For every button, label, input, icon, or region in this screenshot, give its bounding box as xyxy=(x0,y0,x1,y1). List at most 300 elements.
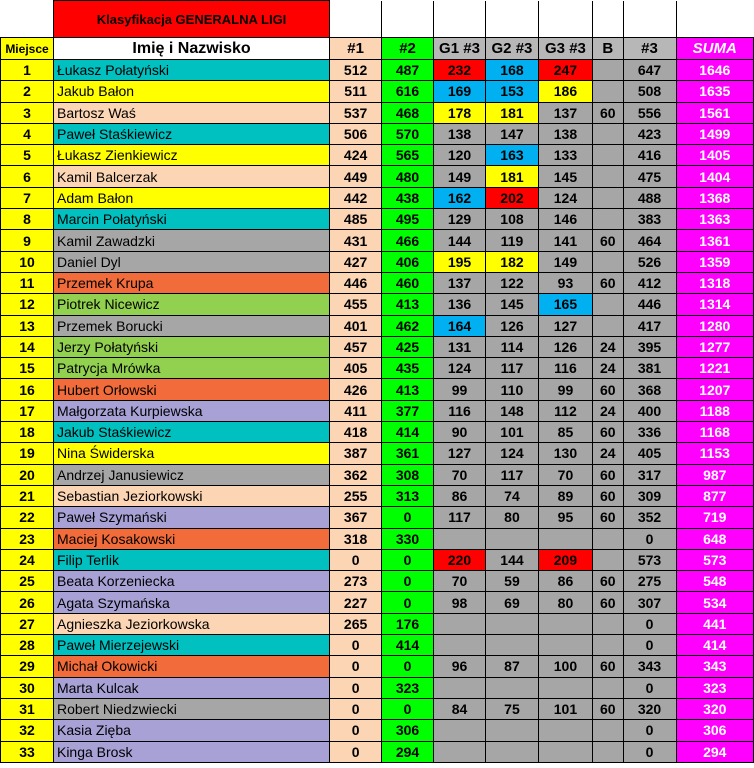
cell-b[interactable]: 60 xyxy=(592,422,623,443)
cell-b[interactable]: 60 xyxy=(592,507,623,528)
empty-cell[interactable] xyxy=(538,1,592,38)
cell-sum[interactable]: 1280 xyxy=(676,315,754,336)
cell-g3[interactable]: 93 xyxy=(538,272,592,293)
cell-h3[interactable]: 368 xyxy=(623,379,676,400)
cell-g3[interactable]: 101 xyxy=(538,698,592,719)
cell-g1[interactable]: 90 xyxy=(434,422,486,443)
cell-h3[interactable]: 383 xyxy=(623,209,676,230)
cell-p2[interactable]: 570 xyxy=(382,123,434,144)
cell-g1[interactable]: 70 xyxy=(434,464,486,485)
cell-b[interactable]: 24 xyxy=(592,336,623,357)
header-p1[interactable]: #1 xyxy=(330,38,382,60)
cell-p1[interactable]: 0 xyxy=(330,656,382,677)
cell-name[interactable]: Paweł Staśkiewicz xyxy=(53,123,329,144)
cell-p2[interactable]: 306 xyxy=(382,720,434,741)
cell-b[interactable]: 60 xyxy=(592,272,623,293)
cell-name[interactable]: Przemek Borucki xyxy=(53,315,329,336)
cell-place[interactable]: 22 xyxy=(1,507,54,528)
cell-p1[interactable]: 273 xyxy=(330,571,382,592)
cell-p2[interactable]: 361 xyxy=(382,443,434,464)
cell-g3[interactable]: 138 xyxy=(538,123,592,144)
cell-b[interactable] xyxy=(592,166,623,187)
header-g1[interactable]: G1 #3 xyxy=(434,38,486,60)
cell-name[interactable]: Kinga Brosk xyxy=(53,741,329,762)
cell-p1[interactable]: 255 xyxy=(330,485,382,506)
cell-sum[interactable]: 1646 xyxy=(676,60,754,81)
cell-g2[interactable]: 75 xyxy=(485,698,538,719)
cell-g1[interactable]: 86 xyxy=(434,485,486,506)
cell-name[interactable]: Hubert Orłowski xyxy=(53,379,329,400)
cell-place[interactable]: 31 xyxy=(1,698,54,719)
cell-p2[interactable]: 308 xyxy=(382,464,434,485)
cell-h3[interactable]: 0 xyxy=(623,741,676,762)
cell-h3[interactable]: 647 xyxy=(623,60,676,81)
cell-p2[interactable]: 313 xyxy=(382,485,434,506)
cell-g3[interactable]: 209 xyxy=(538,549,592,570)
cell-g2[interactable] xyxy=(485,635,538,656)
cell-p1[interactable]: 0 xyxy=(330,635,382,656)
cell-sum[interactable]: 1314 xyxy=(676,294,754,315)
cell-b[interactable]: 60 xyxy=(592,592,623,613)
cell-b[interactable]: 60 xyxy=(592,656,623,677)
cell-name[interactable]: Marcin Połatyński xyxy=(53,209,329,230)
cell-name[interactable]: Beata Korzeniecka xyxy=(53,571,329,592)
cell-name[interactable]: Kamil Zawadzki xyxy=(53,230,329,251)
cell-p2[interactable]: 294 xyxy=(382,741,434,762)
cell-g2[interactable]: 168 xyxy=(485,60,538,81)
cell-p2[interactable]: 323 xyxy=(382,677,434,698)
cell-g3[interactable]: 133 xyxy=(538,145,592,166)
cell-b[interactable] xyxy=(592,549,623,570)
cell-place[interactable]: 3 xyxy=(1,102,54,123)
cell-g1[interactable]: 117 xyxy=(434,507,486,528)
cell-name[interactable]: Michał Okowicki xyxy=(53,656,329,677)
cell-p1[interactable]: 411 xyxy=(330,400,382,421)
cell-name[interactable]: Przemek Krupa xyxy=(53,272,329,293)
cell-name[interactable]: Filip Terlik xyxy=(53,549,329,570)
cell-g3[interactable]: 141 xyxy=(538,230,592,251)
cell-h3[interactable]: 508 xyxy=(623,81,676,102)
cell-g2[interactable]: 153 xyxy=(485,81,538,102)
cell-g2[interactable]: 117 xyxy=(485,358,538,379)
cell-sum[interactable]: 323 xyxy=(676,677,754,698)
cell-g2[interactable]: 124 xyxy=(485,443,538,464)
cell-g1[interactable]: 162 xyxy=(434,187,486,208)
cell-h3[interactable]: 417 xyxy=(623,315,676,336)
cell-sum[interactable]: 1359 xyxy=(676,251,754,272)
cell-p2[interactable]: 435 xyxy=(382,358,434,379)
cell-g3[interactable] xyxy=(538,741,592,762)
cell-name[interactable]: Jakub Staśkiewicz xyxy=(53,422,329,443)
sheet-title[interactable]: Klasyfikacja GENERALNA LIGI xyxy=(53,1,329,38)
cell-p2[interactable]: 425 xyxy=(382,336,434,357)
cell-g1[interactable]: 195 xyxy=(434,251,486,272)
cell-sum[interactable]: 306 xyxy=(676,720,754,741)
cell-b[interactable]: 60 xyxy=(592,571,623,592)
cell-sum[interactable]: 1405 xyxy=(676,145,754,166)
header-g3[interactable]: G3 #3 xyxy=(538,38,592,60)
cell-g3[interactable]: 149 xyxy=(538,251,592,272)
cell-g2[interactable]: 80 xyxy=(485,507,538,528)
cell-name[interactable]: Marta Kulcak xyxy=(53,677,329,698)
cell-h3[interactable]: 405 xyxy=(623,443,676,464)
cell-p1[interactable]: 457 xyxy=(330,336,382,357)
cell-h3[interactable]: 423 xyxy=(623,123,676,144)
cell-p1[interactable]: 418 xyxy=(330,422,382,443)
cell-g3[interactable] xyxy=(538,635,592,656)
cell-place[interactable]: 23 xyxy=(1,528,54,549)
cell-g1[interactable]: 127 xyxy=(434,443,486,464)
cell-place[interactable]: 8 xyxy=(1,209,54,230)
cell-p1[interactable]: 367 xyxy=(330,507,382,528)
cell-name[interactable]: Sebastian Jeziorkowski xyxy=(53,485,329,506)
cell-h3[interactable]: 0 xyxy=(623,613,676,634)
cell-p1[interactable]: 431 xyxy=(330,230,382,251)
cell-place[interactable]: 27 xyxy=(1,613,54,634)
cell-h3[interactable]: 488 xyxy=(623,187,676,208)
cell-p1[interactable]: 227 xyxy=(330,592,382,613)
cell-g1[interactable] xyxy=(434,741,486,762)
cell-b[interactable]: 24 xyxy=(592,400,623,421)
cell-g2[interactable]: 101 xyxy=(485,422,538,443)
cell-sum[interactable]: 294 xyxy=(676,741,754,762)
cell-g2[interactable]: 110 xyxy=(485,379,538,400)
cell-g2[interactable]: 114 xyxy=(485,336,538,357)
cell-g2[interactable]: 119 xyxy=(485,230,538,251)
cell-b[interactable] xyxy=(592,613,623,634)
cell-h3[interactable]: 307 xyxy=(623,592,676,613)
cell-sum[interactable]: 320 xyxy=(676,698,754,719)
cell-place[interactable]: 17 xyxy=(1,400,54,421)
cell-g1[interactable]: 138 xyxy=(434,123,486,144)
cell-g1[interactable]: 124 xyxy=(434,358,486,379)
cell-g1[interactable]: 144 xyxy=(434,230,486,251)
cell-g3[interactable]: 146 xyxy=(538,209,592,230)
cell-g3[interactable]: 130 xyxy=(538,443,592,464)
cell-sum[interactable]: 1277 xyxy=(676,336,754,357)
cell-place[interactable]: 6 xyxy=(1,166,54,187)
cell-name[interactable]: Jerzy Połatyński xyxy=(53,336,329,357)
cell-g2[interactable]: 59 xyxy=(485,571,538,592)
cell-p1[interactable]: 0 xyxy=(330,698,382,719)
cell-sum[interactable]: 1363 xyxy=(676,209,754,230)
cell-g2[interactable]: 144 xyxy=(485,549,538,570)
cell-place[interactable]: 26 xyxy=(1,592,54,613)
cell-sum[interactable]: 1561 xyxy=(676,102,754,123)
cell-sum[interactable]: 1404 xyxy=(676,166,754,187)
cell-b[interactable] xyxy=(592,209,623,230)
cell-p1[interactable]: 318 xyxy=(330,528,382,549)
cell-h3[interactable]: 275 xyxy=(623,571,676,592)
cell-g2[interactable] xyxy=(485,613,538,634)
cell-place[interactable]: 4 xyxy=(1,123,54,144)
cell-p1[interactable]: 265 xyxy=(330,613,382,634)
cell-h3[interactable]: 381 xyxy=(623,358,676,379)
cell-sum[interactable]: 548 xyxy=(676,571,754,592)
cell-h3[interactable]: 395 xyxy=(623,336,676,357)
cell-b[interactable] xyxy=(592,251,623,272)
header-b[interactable]: B xyxy=(592,38,623,60)
cell-h3[interactable]: 416 xyxy=(623,145,676,166)
cell-g2[interactable]: 145 xyxy=(485,294,538,315)
cell-name[interactable]: Robert Niedzwiecki xyxy=(53,698,329,719)
cell-place[interactable]: 18 xyxy=(1,422,54,443)
cell-p1[interactable]: 0 xyxy=(330,677,382,698)
cell-g1[interactable]: 164 xyxy=(434,315,486,336)
cell-p2[interactable]: 438 xyxy=(382,187,434,208)
cell-p2[interactable]: 0 xyxy=(382,698,434,719)
cell-g3[interactable]: 100 xyxy=(538,656,592,677)
cell-b[interactable] xyxy=(592,187,623,208)
cell-sum[interactable]: 877 xyxy=(676,485,754,506)
cell-g1[interactable]: 220 xyxy=(434,549,486,570)
cell-sum[interactable]: 343 xyxy=(676,656,754,677)
cell-b[interactable] xyxy=(592,123,623,144)
cell-b[interactable] xyxy=(592,635,623,656)
cell-name[interactable]: Agnieszka Jeziorkowska xyxy=(53,613,329,634)
cell-b[interactable] xyxy=(592,81,623,102)
cell-g1[interactable]: 116 xyxy=(434,400,486,421)
cell-g2[interactable]: 147 xyxy=(485,123,538,144)
cell-name[interactable]: Agata Szymańska xyxy=(53,592,329,613)
cell-g3[interactable] xyxy=(538,528,592,549)
cell-sum[interactable]: 534 xyxy=(676,592,754,613)
cell-b[interactable] xyxy=(592,741,623,762)
cell-g3[interactable]: 89 xyxy=(538,485,592,506)
empty-cell[interactable] xyxy=(592,1,623,38)
cell-g3[interactable] xyxy=(538,720,592,741)
header-sum[interactable]: SUMA xyxy=(676,38,754,60)
cell-b[interactable]: 60 xyxy=(592,485,623,506)
cell-g2[interactable]: 122 xyxy=(485,272,538,293)
cell-b[interactable]: 24 xyxy=(592,358,623,379)
cell-name[interactable]: Andrzej Janusiewicz xyxy=(53,464,329,485)
empty-cell[interactable] xyxy=(434,1,486,38)
cell-place[interactable]: 15 xyxy=(1,358,54,379)
cell-p1[interactable]: 0 xyxy=(330,720,382,741)
cell-p1[interactable]: 0 xyxy=(330,741,382,762)
cell-g1[interactable]: 232 xyxy=(434,60,486,81)
cell-name[interactable]: Jakub Bałon xyxy=(53,81,329,102)
cell-g2[interactable]: 108 xyxy=(485,209,538,230)
cell-g3[interactable]: 86 xyxy=(538,571,592,592)
cell-g2[interactable]: 117 xyxy=(485,464,538,485)
cell-p1[interactable]: 426 xyxy=(330,379,382,400)
cell-p2[interactable]: 0 xyxy=(382,656,434,677)
cell-name[interactable]: Adam Bałon xyxy=(53,187,329,208)
cell-p2[interactable]: 413 xyxy=(382,294,434,315)
cell-sum[interactable]: 414 xyxy=(676,635,754,656)
cell-g1[interactable]: 96 xyxy=(434,656,486,677)
cell-p2[interactable]: 616 xyxy=(382,81,434,102)
cell-g2[interactable] xyxy=(485,677,538,698)
cell-g1[interactable]: 129 xyxy=(434,209,486,230)
header-g2[interactable]: G2 #3 xyxy=(485,38,538,60)
cell-g3[interactable]: 126 xyxy=(538,336,592,357)
cell-g1[interactable]: 99 xyxy=(434,379,486,400)
cell-h3[interactable]: 526 xyxy=(623,251,676,272)
cell-h3[interactable]: 309 xyxy=(623,485,676,506)
cell-g1[interactable] xyxy=(434,635,486,656)
cell-h3[interactable]: 336 xyxy=(623,422,676,443)
cell-h3[interactable]: 464 xyxy=(623,230,676,251)
cell-g3[interactable] xyxy=(538,677,592,698)
cell-sum[interactable]: 1153 xyxy=(676,443,754,464)
cell-sum[interactable]: 1635 xyxy=(676,81,754,102)
empty-cell[interactable] xyxy=(330,1,382,38)
cell-sum[interactable]: 1207 xyxy=(676,379,754,400)
header-place[interactable]: Miejsce xyxy=(1,38,54,60)
cell-h3[interactable]: 320 xyxy=(623,698,676,719)
cell-place[interactable]: 32 xyxy=(1,720,54,741)
cell-sum[interactable]: 573 xyxy=(676,549,754,570)
cell-h3[interactable]: 0 xyxy=(623,720,676,741)
cell-p2[interactable]: 487 xyxy=(382,60,434,81)
cell-g2[interactable]: 126 xyxy=(485,315,538,336)
cell-g3[interactable]: 186 xyxy=(538,81,592,102)
cell-p2[interactable]: 480 xyxy=(382,166,434,187)
cell-name[interactable]: Małgorzata Kurpiewska xyxy=(53,400,329,421)
cell-p2[interactable]: 377 xyxy=(382,400,434,421)
cell-g2[interactable]: 202 xyxy=(485,187,538,208)
cell-b[interactable] xyxy=(592,720,623,741)
empty-cell[interactable] xyxy=(676,1,754,38)
cell-p2[interactable]: 565 xyxy=(382,145,434,166)
cell-g3[interactable]: 116 xyxy=(538,358,592,379)
cell-place[interactable]: 25 xyxy=(1,571,54,592)
cell-name[interactable]: Łukasz Połatyński xyxy=(53,60,329,81)
cell-p1[interactable]: 0 xyxy=(330,549,382,570)
cell-name[interactable]: Patrycja Mrówka xyxy=(53,358,329,379)
cell-p2[interactable]: 462 xyxy=(382,315,434,336)
cell-g2[interactable] xyxy=(485,720,538,741)
cell-sum[interactable]: 987 xyxy=(676,464,754,485)
cell-g1[interactable]: 84 xyxy=(434,698,486,719)
cell-g2[interactable]: 181 xyxy=(485,102,538,123)
cell-sum[interactable]: 719 xyxy=(676,507,754,528)
empty-cell[interactable] xyxy=(485,1,538,38)
cell-place[interactable]: 1 xyxy=(1,60,54,81)
cell-p2[interactable]: 0 xyxy=(382,507,434,528)
cell-b[interactable] xyxy=(592,145,623,166)
cell-p2[interactable]: 0 xyxy=(382,549,434,570)
cell-g3[interactable]: 165 xyxy=(538,294,592,315)
cell-b[interactable]: 60 xyxy=(592,698,623,719)
cell-p2[interactable]: 330 xyxy=(382,528,434,549)
cell-sum[interactable]: 1168 xyxy=(676,422,754,443)
cell-p2[interactable]: 414 xyxy=(382,635,434,656)
cell-g1[interactable] xyxy=(434,613,486,634)
cell-g1[interactable]: 98 xyxy=(434,592,486,613)
cell-p1[interactable]: 485 xyxy=(330,209,382,230)
cell-g3[interactable]: 85 xyxy=(538,422,592,443)
cell-g3[interactable]: 80 xyxy=(538,592,592,613)
cell-g3[interactable]: 124 xyxy=(538,187,592,208)
empty-cell[interactable] xyxy=(623,1,676,38)
cell-p2[interactable]: 0 xyxy=(382,592,434,613)
cell-p2[interactable]: 406 xyxy=(382,251,434,272)
cell-h3[interactable]: 400 xyxy=(623,400,676,421)
cell-place[interactable]: 21 xyxy=(1,485,54,506)
cell-g2[interactable]: 163 xyxy=(485,145,538,166)
cell-g3[interactable]: 112 xyxy=(538,400,592,421)
cell-p2[interactable]: 460 xyxy=(382,272,434,293)
cell-p1[interactable]: 401 xyxy=(330,315,382,336)
cell-b[interactable]: 60 xyxy=(592,379,623,400)
cell-g2[interactable]: 181 xyxy=(485,166,538,187)
cell-p1[interactable]: 424 xyxy=(330,145,382,166)
cell-p1[interactable]: 506 xyxy=(330,123,382,144)
cell-g3[interactable]: 137 xyxy=(538,102,592,123)
cell-name[interactable]: Łukasz Zienkiewicz xyxy=(53,145,329,166)
cell-g1[interactable] xyxy=(434,677,486,698)
cell-sum[interactable]: 1188 xyxy=(676,400,754,421)
cell-p2[interactable]: 468 xyxy=(382,102,434,123)
header-h3[interactable]: #3 xyxy=(623,38,676,60)
cell-b[interactable] xyxy=(592,528,623,549)
cell-g1[interactable]: 149 xyxy=(434,166,486,187)
cell-p2[interactable]: 414 xyxy=(382,422,434,443)
cell-g2[interactable]: 87 xyxy=(485,656,538,677)
cell-p1[interactable]: 455 xyxy=(330,294,382,315)
cell-place[interactable]: 11 xyxy=(1,272,54,293)
cell-b[interactable] xyxy=(592,60,623,81)
cell-h3[interactable]: 317 xyxy=(623,464,676,485)
cell-place[interactable]: 12 xyxy=(1,294,54,315)
cell-b[interactable]: 60 xyxy=(592,464,623,485)
cell-h3[interactable]: 352 xyxy=(623,507,676,528)
cell-p1[interactable]: 362 xyxy=(330,464,382,485)
cell-p1[interactable]: 537 xyxy=(330,102,382,123)
cell-p1[interactable]: 427 xyxy=(330,251,382,272)
cell-h3[interactable]: 446 xyxy=(623,294,676,315)
cell-g3[interactable]: 145 xyxy=(538,166,592,187)
cell-p1[interactable]: 511 xyxy=(330,81,382,102)
cell-place[interactable]: 7 xyxy=(1,187,54,208)
cell-b[interactable]: 60 xyxy=(592,230,623,251)
cell-b[interactable]: 60 xyxy=(592,102,623,123)
cell-name[interactable]: Paweł Mierzejewski xyxy=(53,635,329,656)
cell-g3[interactable]: 247 xyxy=(538,60,592,81)
cell-place[interactable]: 33 xyxy=(1,741,54,762)
cell-place[interactable]: 24 xyxy=(1,549,54,570)
cell-g2[interactable] xyxy=(485,528,538,549)
cell-p2[interactable]: 176 xyxy=(382,613,434,634)
cell-g1[interactable]: 169 xyxy=(434,81,486,102)
cell-p1[interactable]: 442 xyxy=(330,187,382,208)
cell-b[interactable] xyxy=(592,315,623,336)
cell-name[interactable]: Nina Świderska xyxy=(53,443,329,464)
cell-p1[interactable]: 449 xyxy=(330,166,382,187)
cell-g2[interactable]: 69 xyxy=(485,592,538,613)
empty-cell[interactable] xyxy=(1,1,54,38)
cell-g3[interactable]: 95 xyxy=(538,507,592,528)
cell-place[interactable]: 2 xyxy=(1,81,54,102)
cell-h3[interactable]: 556 xyxy=(623,102,676,123)
cell-g1[interactable]: 131 xyxy=(434,336,486,357)
cell-p2[interactable]: 413 xyxy=(382,379,434,400)
cell-p1[interactable]: 446 xyxy=(330,272,382,293)
cell-p1[interactable]: 387 xyxy=(330,443,382,464)
cell-g3[interactable]: 70 xyxy=(538,464,592,485)
cell-h3[interactable]: 573 xyxy=(623,549,676,570)
cell-sum[interactable]: 1221 xyxy=(676,358,754,379)
cell-g1[interactable] xyxy=(434,720,486,741)
cell-sum[interactable]: 1318 xyxy=(676,272,754,293)
cell-h3[interactable]: 0 xyxy=(623,677,676,698)
cell-place[interactable]: 20 xyxy=(1,464,54,485)
cell-p1[interactable]: 512 xyxy=(330,60,382,81)
